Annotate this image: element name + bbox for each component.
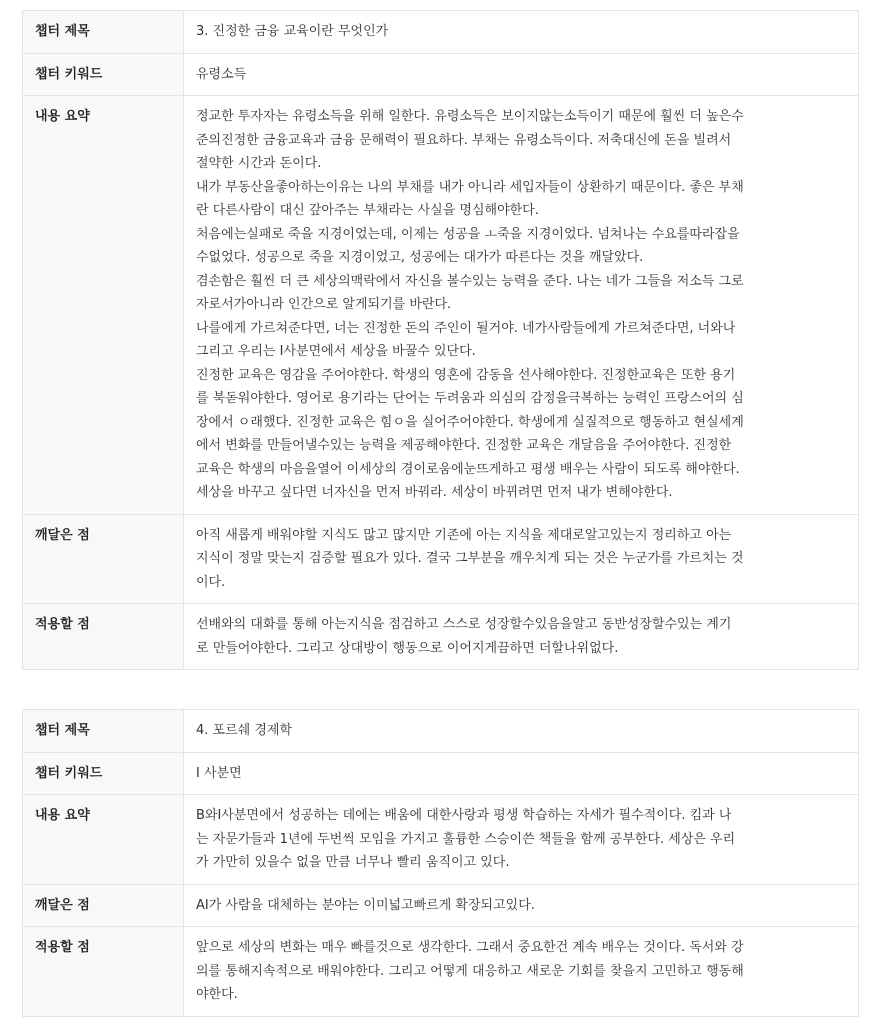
text-line: 교육은 학생의 마음을열어 이세상의 경이로움에눈뜨게하고 평생 배우는 사람이 되도록 해야한다. (196, 461, 740, 477)
text-line: 처음에는실패로 죽을 지경이었는데, 이제는 성공을 ㅗ죽을 지경이었다. 넘쳐나는 수요를따라잡을 (196, 226, 740, 242)
text-line: 준의진정한 금융교육과 금융 문해력이 필요하다. 부채는 유령소득이다. 저축대신에 돈을 빌려서 (196, 132, 732, 148)
text-line: 로 만들어야한다. 그리고 상대방이 행동으로 이어지게끔하면 더할나위없다. (196, 640, 619, 656)
text-line: 이다. (196, 574, 226, 590)
chapter-table-4 (22, 709, 859, 1017)
text-line: 3. 진정한 금융 교육이란 무엇인가 (196, 24, 389, 39)
text-line: 나를에게 가르쳐준다면, 너는 진정한 돈의 주인이 될거야. 네가사람들에게 가르쳐준다면, 너와나 (196, 320, 736, 336)
text-line: 자로서가아니라 인간으로 알게되기를 바란다. (196, 297, 452, 312)
text-line: B와I사분면에서 성공하는 데에는 배움에 대한사랑과 평생 학습하는 자세가 필수적이다. 킴과 나 (196, 808, 732, 823)
text-line: 야한다. (196, 987, 238, 1002)
text-line: I 사분면 (196, 765, 242, 781)
text-line: 아직 새롭게 배워야할 지식도 많고 많지만 기존에 아는 지식을 제대로알고있는지 정리하고 아는 (196, 527, 732, 543)
label-application: 적용할 점 (23, 604, 184, 670)
label-chapter-title: 챕터 제목 (23, 710, 184, 753)
label-application: 적용할 점 (23, 927, 184, 1017)
text-line: 를 북돋워야한다. 영어로 용기라는 단어는 두려움과 의심의 감정을극복하는 능력인 프랑스어의 심 (196, 391, 744, 406)
text-line: 수없었다. 성공으로 죽을 지경이었고, 성공에는 대가가 따른다는 것을 깨달았다. (196, 250, 644, 265)
text-line: 란 다른사람이 대신 갚아주는 부채라는 사실을 명심해야한다. (196, 203, 539, 218)
value-chapter-title (184, 11, 859, 54)
row-application (23, 604, 859, 670)
text-line: 4. 포르쉐 경제학 (196, 723, 293, 738)
label-chapter-keyword: 챕터 키워드 (23, 53, 184, 96)
label-realization: 깨달은 점 (23, 884, 184, 927)
value-chapter-title (184, 710, 859, 753)
text-line: 지식이 정말 맞는지 검증할 필요가 있다. 결국 그부분을 깨우치게 되는 것은 누군가를 가르치는 것 (196, 551, 744, 566)
text-line: 절약한 시간과 돈이다. (196, 156, 322, 171)
text-line: 내가 부동산을좋아하는이유는 나의 부채를 내가 아니라 세입자들이 상환하기 때문이다. 좋은 부채 (196, 179, 744, 195)
value-application (184, 927, 859, 1017)
text-line: 정교한 투자자는 유령소득을 위해 일한다. 유령소득은 보이지않는소득이기 때문에 훨씬 더 높은수 (196, 109, 744, 124)
text-line: 는 자문가들과 1년에 두번씩 모임을 가지고 훌륭한 스승이쓴 책들을 함께 공부한다. 세상은 우리 (196, 831, 736, 847)
row-chapter-keyword (23, 53, 859, 96)
text-line: 가 가만히 있을수 없을 만큼 너무나 빨리 움직이고 있다. (196, 855, 510, 870)
text-line: 장에서 ㅇ래했다. 진정한 교육은 힘ㅇ을 실어주어야한다. 학생에게 실질적으로 행동하고 현실세계 (196, 414, 744, 430)
value-realization (184, 884, 859, 927)
row-summary (23, 96, 859, 515)
value-realization (184, 514, 859, 604)
label-realization: 깨달은 점 (23, 514, 184, 604)
chapter-table-3 (22, 10, 859, 670)
label-chapter-keyword: 챕터 키워드 (23, 752, 184, 795)
row-summary (23, 795, 859, 885)
label-summary: 내용 요약 (23, 96, 184, 515)
row-chapter-title (23, 710, 859, 753)
text-line: 그리고 우리는 I사분면에서 세상을 바꿀수 있단다. (196, 344, 476, 359)
text-line: 진정한 교육은 영감을 주어야한다. 학생의 영혼에 감동을 선사해야한다. 진정한교육은 또한 용기 (196, 367, 736, 383)
row-chapter-title (23, 11, 859, 54)
value-chapter-keyword (184, 53, 859, 96)
row-realization (23, 514, 859, 604)
label-chapter-title: 챕터 제목 (23, 11, 184, 54)
value-summary (184, 795, 859, 885)
value-summary (184, 96, 859, 515)
value-application (184, 604, 859, 670)
text-line: AI가 사람을 대체하는 분야는 이미넓고빠르게 확장되고있다. (196, 897, 535, 913)
text-line: 세상을 바꾸고 싶다면 너자신을 먼저 바꿔라. 세상이 바뀌려면 먼저 내가 변해야한다. (196, 485, 673, 500)
value-chapter-keyword (184, 752, 859, 795)
row-application (23, 927, 859, 1017)
text-line: 의를 통해지속적으로 배워야한다. 그리고 어떻게 대응하고 새로운 기회를 찾을지 고민하고 행동해 (196, 963, 744, 979)
row-realization (23, 884, 859, 927)
text-line: 앞으로 세상의 변화는 매우 빠를것으로 생각한다. 그래서 중요한건 계속 배우는 것이다. 독서와 강 (196, 940, 744, 955)
text-line: 유령소득 (196, 66, 247, 82)
label-summary: 내용 요약 (23, 795, 184, 885)
text-line: 선배와의 대화를 통해 아는지식을 점검하고 스스로 성장할수있음을알고 동반성장할수있는 계기 (196, 617, 732, 632)
text-line: 겸손함은 훨씬 더 큰 세상의맥락에서 자신을 볼수있는 능력을 준다. 나는 네가 그들을 저소득 그로 (196, 273, 744, 289)
text-line: 에서 변화를 만들어낼수있는 능력을 제공해야한다. 진정한 교육은 개달음을 주어야한다. 진정한 (196, 438, 732, 453)
row-chapter-keyword (23, 752, 859, 795)
